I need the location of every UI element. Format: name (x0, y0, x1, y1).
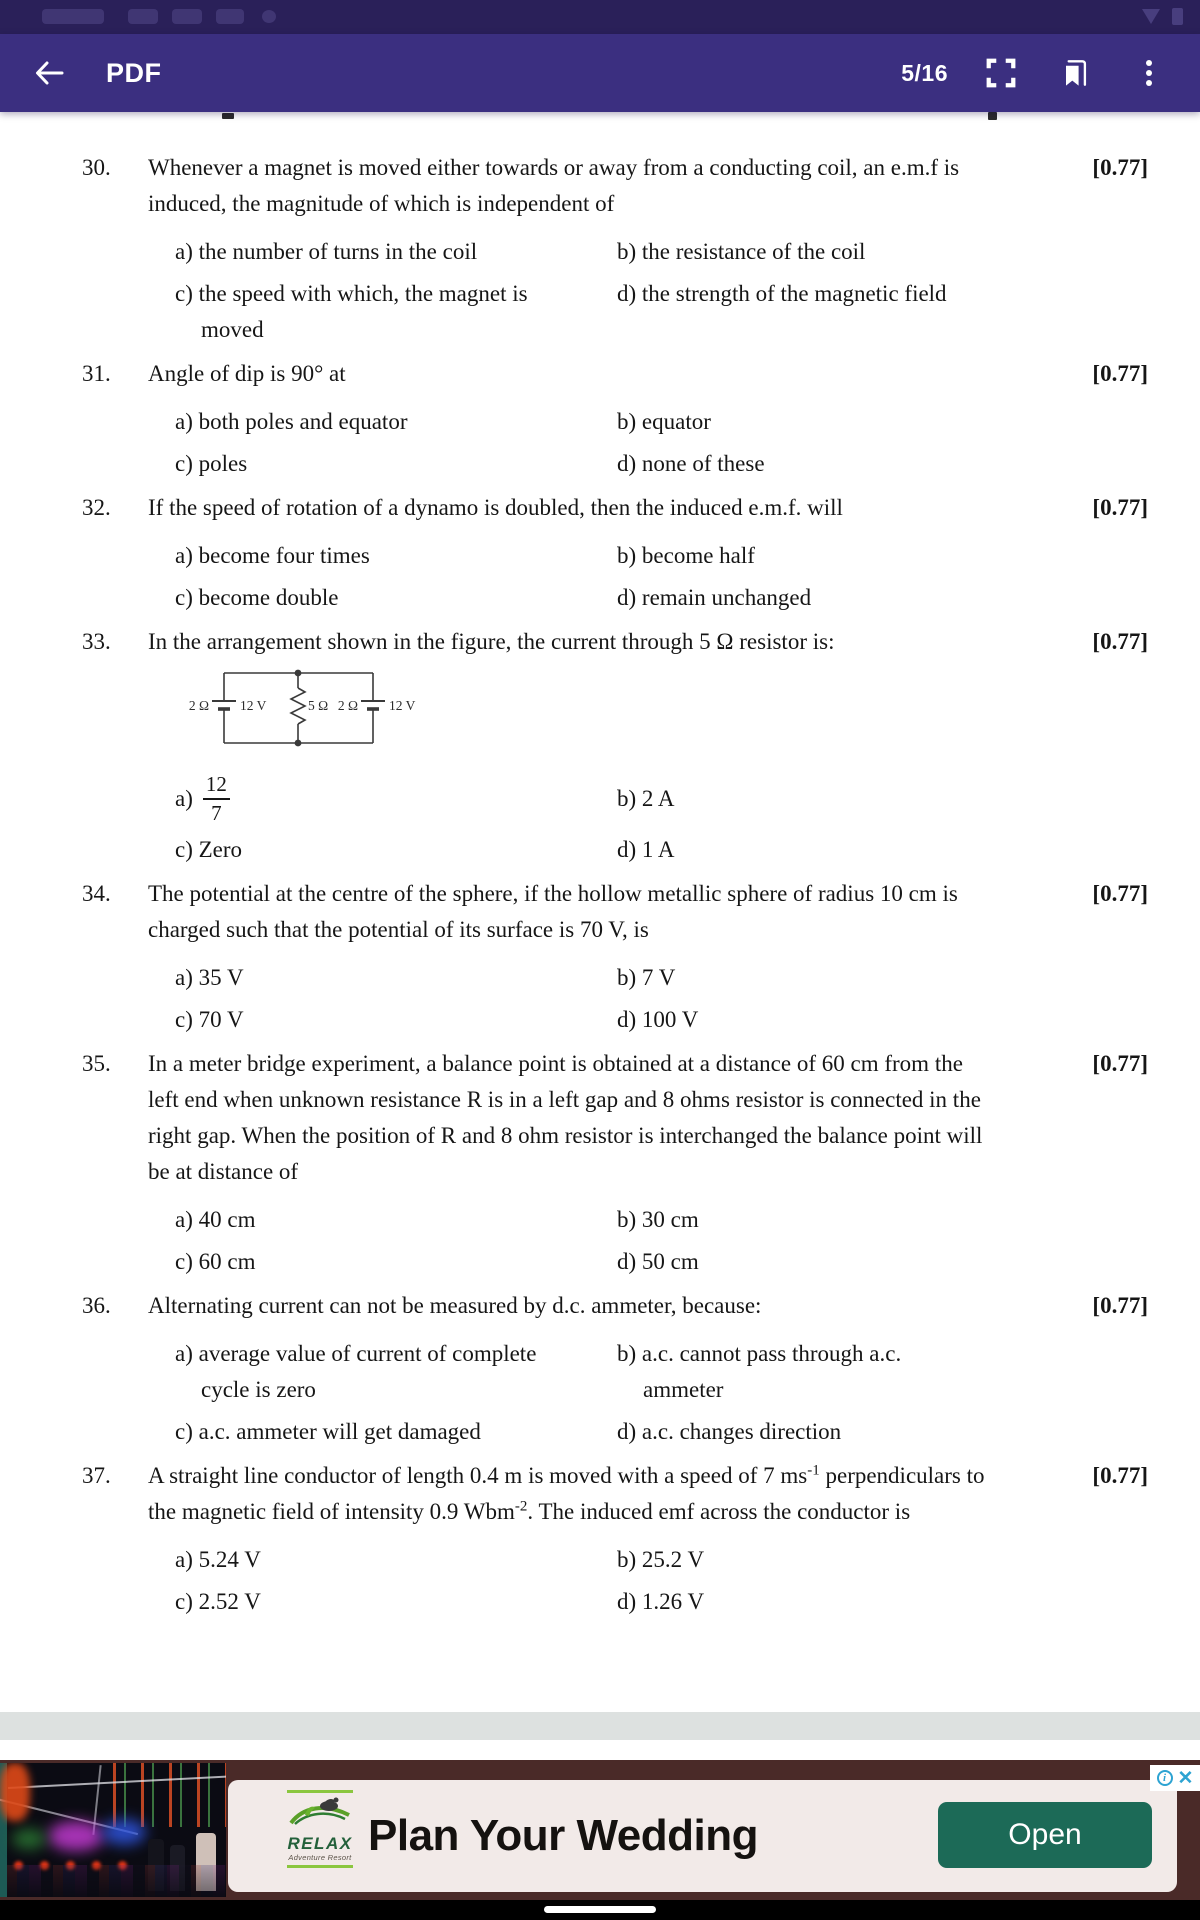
orange-drape (0, 1763, 30, 1821)
option (175, 1202, 617, 1238)
light-glow (48, 1821, 104, 1851)
option (617, 404, 1068, 440)
string-lights (98, 1763, 226, 1827)
option-prefix: a) (175, 786, 193, 811)
option-text: a) 35 V (175, 965, 244, 990)
option (175, 276, 617, 348)
option-text: b) 7 V (617, 965, 676, 990)
page-gap (0, 1712, 1200, 1740)
adchoices-badge (1150, 1765, 1200, 1791)
options-grid (148, 1202, 1068, 1280)
question-body (148, 1046, 1068, 1282)
light-glow (102, 1819, 146, 1845)
question-text (148, 912, 1068, 948)
option-text: d) 100 V (617, 1007, 699, 1032)
marks-badge: [0.77] (1092, 155, 1148, 180)
question-body (148, 356, 1068, 484)
water-reflection (7, 1865, 226, 1897)
option-text: c) the speed with which, the magnet is (175, 281, 528, 306)
app-bar (0, 34, 1200, 112)
question-list (0, 112, 1200, 1622)
marks-badge: [0.77] (1092, 495, 1148, 520)
back-button[interactable] (28, 52, 70, 94)
wifi-icon (1142, 9, 1160, 24)
question-number: 30. (82, 155, 111, 180)
question-number: 32. (82, 495, 111, 520)
option (175, 538, 617, 574)
overflow-menu-button[interactable] (1128, 52, 1170, 94)
page-indicator[interactable]: 5/16 (901, 59, 948, 86)
option (617, 446, 1068, 482)
ad-close-icon[interactable]: ✕ (1177, 1767, 1194, 1789)
circuit-figure (181, 668, 421, 760)
superscript: -2 (514, 1498, 528, 1515)
fraction (203, 772, 230, 826)
text-segment: perpendiculars to (819, 1463, 985, 1488)
text-segment: left end when unknown resistance R is in a left gap and 8 ohms resistor is connected in the (148, 1087, 981, 1112)
app-title: PDF (106, 57, 162, 88)
option-text: a) the number of turns in the coil (175, 239, 478, 264)
question-text (148, 1154, 1068, 1190)
option (617, 1336, 1068, 1408)
status-time-blur (42, 9, 104, 24)
option-text: d) a.c. changes direction (617, 1419, 842, 1444)
question-text (148, 1288, 1068, 1324)
question-block (0, 150, 1200, 350)
option-text: b) become half (617, 543, 755, 568)
options-grid (148, 234, 1068, 348)
option-text: b) a.c. cannot pass through a.c. (617, 1341, 902, 1366)
pdf-page[interactable] (0, 112, 1200, 1760)
options-grid (148, 1336, 1068, 1450)
option-text: b) 30 cm (617, 1207, 699, 1232)
option-text: c) a.c. ammeter will get damaged (175, 1419, 481, 1444)
option (175, 832, 617, 868)
option-text: b) equator (617, 409, 711, 434)
option-text: c) 60 cm (175, 1249, 256, 1274)
question-block (0, 624, 1200, 870)
app-bar-actions (901, 52, 1170, 94)
text-segment: induced, the magnitude of which is independent of (148, 191, 615, 216)
option-text: c) 2.52 V (175, 1589, 261, 1614)
arrow-left-icon (32, 56, 66, 90)
text-segment: Whenever a magnet is moved either towards or away from a conducting coil, an e.m.f is (148, 155, 960, 180)
ad-headline: Plan Your Wedding (368, 1811, 758, 1860)
marks-badge: [0.77] (1092, 1293, 1148, 1318)
question-text (148, 490, 1068, 526)
option (617, 1584, 1068, 1620)
question-text (148, 150, 1068, 186)
previous-page-fragment (222, 113, 234, 119)
battery-icon (1172, 8, 1183, 25)
option-text: b) 25.2 V (617, 1547, 705, 1572)
circuit-label: 2 Ω (337, 698, 358, 713)
question-number: 33. (82, 629, 111, 654)
ad-banner[interactable] (0, 1760, 1200, 1900)
question-block (0, 356, 1200, 484)
question-text (148, 624, 1068, 660)
option (175, 1414, 617, 1450)
text-segment: In the arrangement shown in the figure, the current through 5 Ω resistor is: (148, 629, 835, 654)
option (617, 1414, 1068, 1450)
text-segment: right gap. When the position of R and 8 ohm resistor is interchanged the balance point will (148, 1123, 983, 1148)
circuit-label: 2 Ω (188, 698, 209, 713)
options-grid (148, 404, 1068, 482)
question-body (148, 150, 1068, 350)
ad-card[interactable] (228, 1780, 1177, 1892)
status-bar (0, 0, 1200, 34)
status-notification-icon (172, 9, 202, 24)
option (617, 832, 1068, 868)
question-text (148, 1494, 1068, 1530)
question-number: 31. (82, 361, 111, 386)
question-block (0, 490, 1200, 618)
question-text (148, 1458, 1068, 1494)
question-body (148, 1288, 1068, 1452)
home-indicator[interactable] (544, 1906, 656, 1913)
option-text: d) 50 cm (617, 1249, 699, 1274)
light-glow (12, 1829, 46, 1849)
fraction-numerator: 12 (203, 772, 230, 800)
status-notification-icon (216, 9, 244, 24)
option (175, 1336, 617, 1408)
status-notification-icon (262, 10, 276, 23)
fullscreen-button[interactable] (980, 52, 1022, 94)
option-text: b) 2 A (617, 786, 675, 811)
marks-badge: [0.77] (1092, 1051, 1148, 1076)
text-segment: If the speed of rotation of a dynamo is doubled, then the induced e.m.f. will (148, 495, 843, 520)
fullscreen-icon (984, 56, 1018, 90)
option (175, 1244, 617, 1280)
status-notification-icon (128, 9, 158, 24)
question-number: 37. (82, 1463, 111, 1488)
question-body (148, 490, 1068, 618)
question-text (148, 356, 1068, 392)
option (617, 234, 1068, 270)
logo-subtitle: Adventure Resort (288, 1853, 352, 1862)
question-body (148, 876, 1068, 1040)
marks-badge: [0.77] (1092, 629, 1148, 654)
option (617, 276, 1068, 312)
option-text: a) 5.24 V (175, 1547, 261, 1572)
superscript: -1 (807, 1462, 820, 1479)
options-grid (148, 772, 1068, 868)
option (175, 1002, 617, 1038)
option-text: d) 1 A (617, 837, 675, 862)
ad-info-icon[interactable]: i (1157, 1770, 1173, 1786)
bookmark-icon (1057, 55, 1093, 91)
marks-badge: [0.77] (1092, 881, 1148, 906)
option-text: a) both poles and equator (175, 409, 408, 434)
text-segment: . The induced emf across the conductor is (527, 1499, 911, 1524)
text-segment: Alternating current can not be measured by d.c. ammeter, because: (148, 1293, 762, 1318)
circuit-label: 5 Ω (308, 698, 329, 713)
option (175, 1542, 617, 1578)
text-segment: the magnetic field of intensity 0.9 Wbm (148, 1499, 515, 1524)
question-body (148, 624, 1068, 870)
relax-logo (283, 1790, 357, 1882)
logo-title: RELAX (287, 1834, 353, 1853)
circuit-label: 12 V (389, 698, 416, 713)
option-text: c) poles (175, 451, 248, 476)
option-text: d) none of these (617, 451, 765, 476)
option-text: c) become double (175, 585, 339, 610)
text-segment: In a meter bridge experiment, a balance point is obtained at a distance of 60 cm from the (148, 1051, 963, 1076)
circuit-label: 12 V (240, 698, 267, 713)
option-text: a) 40 cm (175, 1207, 256, 1232)
question-block (0, 1458, 1200, 1622)
bookmark-button[interactable] (1054, 52, 1096, 94)
option (175, 234, 617, 270)
option (617, 1244, 1068, 1280)
question-number: 34. (82, 881, 111, 906)
option (617, 781, 1068, 817)
text-segment: be at distance of (148, 1159, 299, 1184)
options-grid (148, 960, 1068, 1038)
question-text (148, 1118, 1068, 1154)
more-vert-icon (1132, 56, 1166, 90)
options-grid (148, 538, 1068, 616)
option (175, 446, 617, 482)
option (175, 404, 617, 440)
question-text (148, 876, 1068, 912)
navigation-bar (0, 1900, 1200, 1920)
question-block (0, 1046, 1200, 1282)
logo-bar (287, 1865, 353, 1868)
text-segment: A straight line conductor of length 0.4 m is moved with a speed of 7 ms (148, 1463, 808, 1488)
option (617, 538, 1068, 574)
option (617, 960, 1068, 996)
option (617, 580, 1068, 616)
option (175, 1584, 617, 1620)
option-text: a) become four times (175, 543, 370, 568)
option-text: c) 70 V (175, 1007, 244, 1032)
question-text (148, 186, 1068, 222)
option (617, 1202, 1068, 1238)
relax-logo-graphic (285, 1793, 355, 1829)
ad-open-button[interactable]: Open (938, 1802, 1152, 1868)
option-text: ammeter (643, 1377, 724, 1402)
option-text: b) the resistance of the coil (617, 239, 866, 264)
ad-photo[interactable] (0, 1763, 226, 1897)
options-grid (148, 1542, 1068, 1620)
question-body (148, 1458, 1068, 1622)
option-text: d) the strength of the magnetic field (617, 281, 947, 306)
option (175, 772, 617, 826)
previous-page-fragment (988, 112, 997, 120)
option (175, 580, 617, 616)
option-text: a) average value of current of complete (175, 1341, 537, 1366)
text-segment: The potential at the centre of the sphere, if the hollow metallic sphere of radius 10 cm is (148, 881, 958, 906)
option (175, 960, 617, 996)
fraction-denominator: 7 (211, 801, 222, 825)
option (617, 1002, 1068, 1038)
option (617, 1542, 1068, 1578)
question-block (0, 1288, 1200, 1452)
text-segment: charged such that the potential of its surface is 70 V, is (148, 917, 649, 942)
marks-badge: [0.77] (1092, 1463, 1148, 1488)
option-text: d) 1.26 V (617, 1589, 705, 1614)
question-number: 36. (82, 1293, 111, 1318)
option-text: d) remain unchanged (617, 585, 812, 610)
marks-badge: [0.77] (1092, 361, 1148, 386)
question-number: 35. (82, 1051, 111, 1076)
option-text: moved (201, 317, 264, 342)
question-block (0, 876, 1200, 1040)
option-text: cycle is zero (201, 1377, 316, 1402)
question-text (148, 1082, 1068, 1118)
question-text (148, 1046, 1068, 1082)
option-text: c) Zero (175, 837, 243, 862)
text-segment: Angle of dip is 90° at (148, 361, 346, 386)
